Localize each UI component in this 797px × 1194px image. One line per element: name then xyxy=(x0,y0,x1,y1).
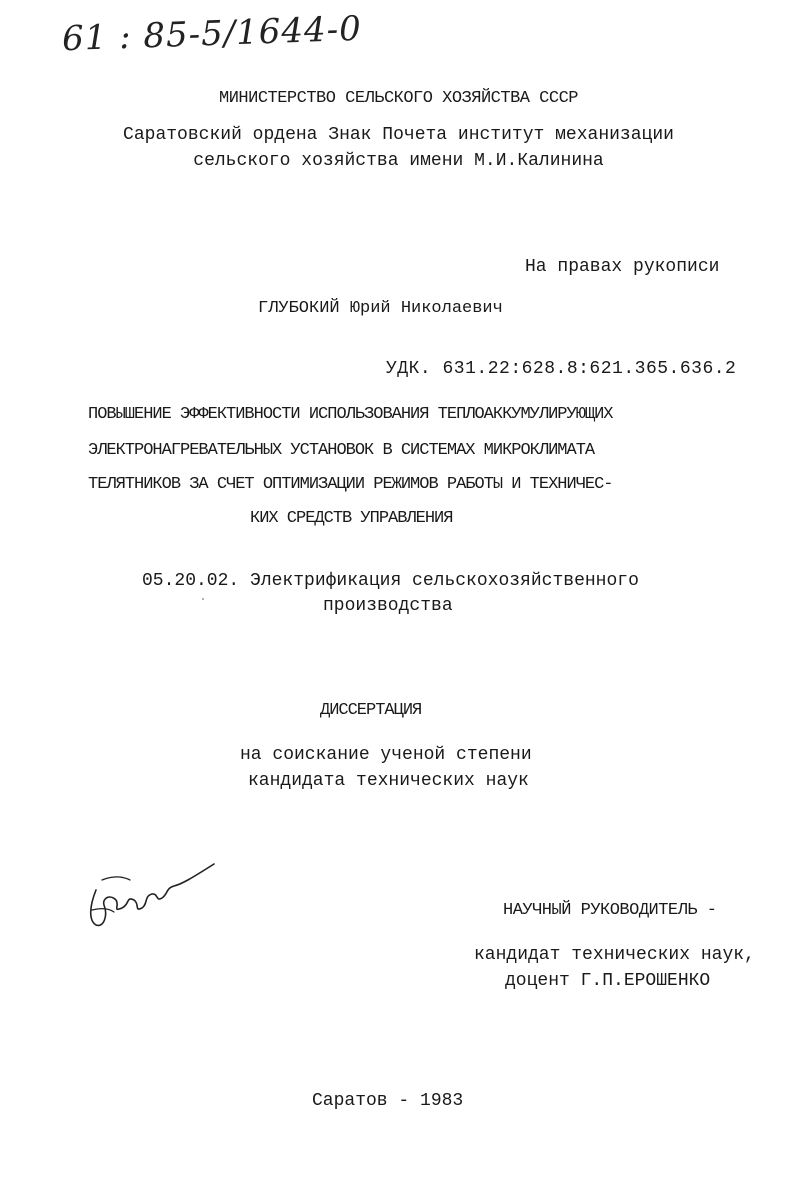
ministry-heading: МИНИСТЕРСТВО СЕЛЬСКОГО ХОЗЯЙСТВА СССР xyxy=(219,89,578,108)
institute-line-1: Саратовский ордена Знак Почета институт механизации xyxy=(123,125,674,145)
title-line-3: ТЕЛЯТНИКОВ ЗА СЧЕТ ОПТИМИЗАЦИИ РЕЖИМОВ РАБОТЫ И ТЕХНИЧЕС- xyxy=(88,475,613,494)
author-name: ГЛУБОКИЙ Юрий Николаевич xyxy=(258,299,503,318)
specialty-line-2: производства xyxy=(323,596,453,616)
supervisor-line-2: доцент Г.П.ЕРОШЕНКО xyxy=(505,971,711,991)
place-and-year: Саратов - 1983 xyxy=(312,1091,464,1111)
title-line-1: ПОВЫШЕНИЕ ЭФФЕКТИВНОСТИ ИСПОЛЬЗОВАНИЯ ТЕПЛОАККУМУЛИРУЮЩИХ xyxy=(88,405,613,424)
manuscript-rights: На правах рукописи xyxy=(525,257,720,277)
supervisor-line-1: кандидат технических наук, xyxy=(474,945,755,965)
scan-speck xyxy=(202,598,204,600)
author-signature xyxy=(82,850,222,940)
title-line-4: КИХ СРЕДСТВ УПРАВЛЕНИЯ xyxy=(250,509,453,528)
title-line-2: ЭЛЕКТРОНАГРЕВАТЕЛЬНЫХ УСТАНОВОК В СИСТЕМАХ МИКРОКЛИМАТА xyxy=(88,441,595,460)
degree-line-2: кандидата технических наук xyxy=(248,771,529,791)
handwritten-catalog-number: 61 : 85-5/1644-0 xyxy=(61,8,363,60)
document-type: ДИССЕРТАЦИЯ xyxy=(320,701,422,720)
specialty-line-1: 05.20.02. Электрификация сельскохозяйственного xyxy=(142,571,639,591)
institute-line-2: сельского хозяйства имени М.И.Калинина xyxy=(193,151,604,171)
udc-code: УДК. 631.22:628.8:621.365.636.2 xyxy=(386,359,737,379)
supervisor-heading: НАУЧНЫЙ РУКОВОДИТЕЛЬ - xyxy=(503,901,717,920)
degree-line-1: на соискание ученой степени xyxy=(240,745,532,765)
